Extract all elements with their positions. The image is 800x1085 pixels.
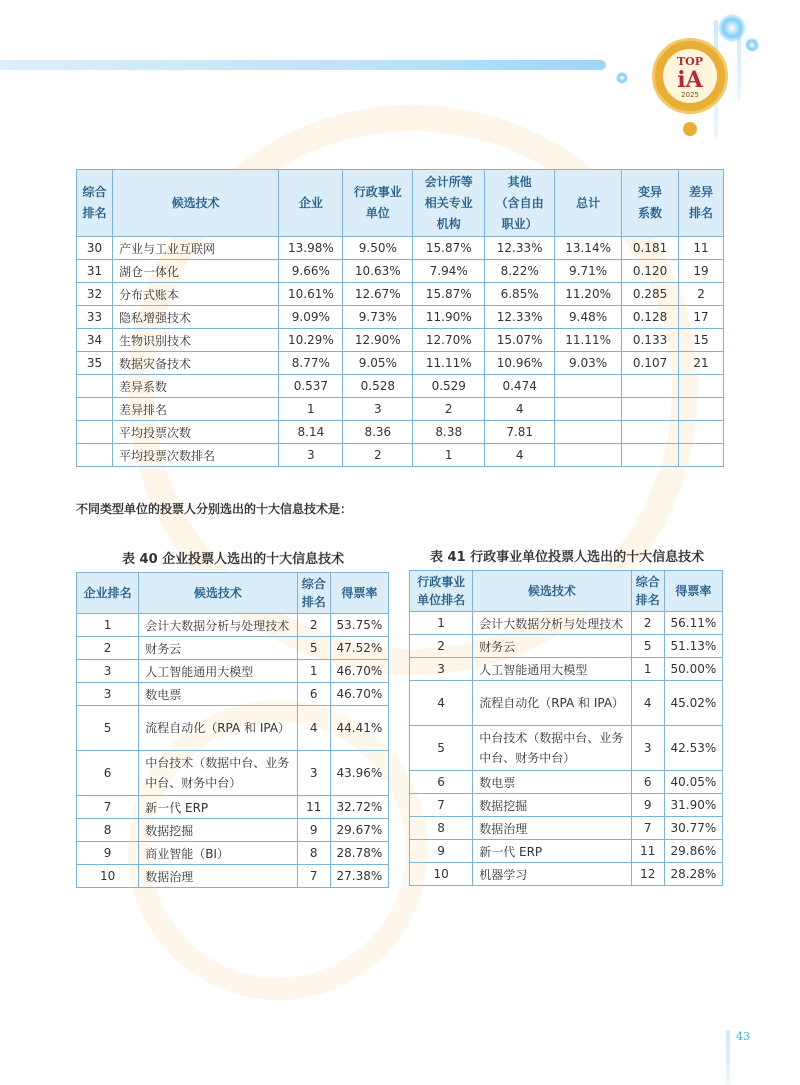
table41-cell: 数据治理: [473, 817, 632, 840]
table40-caption: 表 40 企业投票人选出的十大信息技术: [122, 552, 345, 567]
table40-cell: 8: [77, 819, 139, 842]
main_table-cell: 分布式账本: [112, 283, 278, 306]
table-row: [410, 635, 723, 658]
table40-cell: 28.78%: [330, 842, 388, 865]
main_table-cell: 0.537: [279, 375, 343, 398]
main_table-cell: 7.81: [485, 421, 555, 444]
table41-cell: 会计大数据分析与处理技术: [473, 612, 632, 635]
table41-cell: 9: [410, 840, 473, 863]
table40-header-cell: 得票率: [330, 573, 388, 614]
table40-cell: 商业智能（BI）: [139, 842, 298, 865]
table41-cell: 4: [631, 681, 664, 726]
table-row: [77, 614, 389, 637]
table40-cell: 8: [297, 842, 330, 865]
table40-cell: 7: [77, 796, 139, 819]
main_table-cell: 9.48%: [555, 306, 622, 329]
main_table-cell: 11.11%: [413, 352, 485, 375]
table41-caption: 表 41 行政事业单位投票人选出的十大信息技术: [430, 550, 705, 565]
table-row: [77, 237, 724, 260]
main_table-cell: 3: [279, 444, 343, 467]
main_table-cell: 0.133: [622, 329, 679, 352]
table41-cell: 9: [631, 794, 664, 817]
main_table-header-cell: 会计所等 相关专业 机构: [413, 170, 485, 237]
main_table-cell: 17: [679, 306, 724, 329]
table41-cell: 流程自动化（RPA 和 IPA）: [473, 681, 632, 726]
main_table-cell: 3: [343, 398, 413, 421]
table40-cell: 人工智能通用大模型: [139, 660, 298, 683]
table41-cell: 51.13%: [664, 635, 722, 658]
main_table-cell: 9.03%: [555, 352, 622, 375]
table41-cell: 6: [410, 771, 473, 794]
main_table-cell: 33: [77, 306, 113, 329]
table41-cell: 4: [410, 681, 473, 726]
main_table-header-cell: 其他 （含自由 职业）: [485, 170, 555, 237]
main_table-cell: 2: [413, 398, 485, 421]
table-row: [77, 306, 724, 329]
main_table-cell: 差异排名: [112, 398, 278, 421]
table41-cell: 6: [631, 771, 664, 794]
main_table-cell: [679, 421, 724, 444]
main_table-cell: [679, 398, 724, 421]
table41-cell: 中台技术（数据中台、业务中台、财务中台）: [473, 726, 632, 771]
table40-cell: 27.38%: [330, 865, 388, 888]
table40-cell: 7: [297, 865, 330, 888]
table40-cell: 1: [297, 660, 330, 683]
decor-spark: [745, 38, 759, 52]
table40-cell: 10: [77, 865, 139, 888]
main_table-cell: 21: [679, 352, 724, 375]
table41-cell: 2: [631, 612, 664, 635]
main_table-cell: 9.50%: [343, 237, 413, 260]
decor-spark: [718, 14, 746, 42]
main_table-header-cell: 候选技术: [112, 170, 278, 237]
main_table-cell: [555, 421, 622, 444]
main_table-header-cell: 企业: [279, 170, 343, 237]
main_table-cell: 产业与工业互联网: [112, 237, 278, 260]
table40-cell: 新一代 ERP: [139, 796, 298, 819]
main_table-cell: [679, 375, 724, 398]
main_table-cell: 10.61%: [279, 283, 343, 306]
main_table-cell: 12.67%: [343, 283, 413, 306]
main_table-cell: [77, 444, 113, 467]
main_table-cell: 9.09%: [279, 306, 343, 329]
table-40: [76, 572, 389, 888]
table40-cell: 数电票: [139, 683, 298, 706]
main_table-cell: [555, 398, 622, 421]
table41-cell: 1: [631, 658, 664, 681]
main_table-cell: 9.73%: [343, 306, 413, 329]
main_table-cell: 0.529: [413, 375, 485, 398]
main_table-cell: 0.474: [485, 375, 555, 398]
table41-cell: 机器学习: [473, 863, 632, 886]
table41-cell: 7: [410, 794, 473, 817]
main_table-cell: [555, 375, 622, 398]
main_table-cell: 差异系数: [112, 375, 278, 398]
table40-cell: 5: [297, 637, 330, 660]
table41-cell: 45.02%: [664, 681, 722, 726]
main_table-cell: 0.107: [622, 352, 679, 375]
table41-cell: 29.86%: [664, 840, 722, 863]
table-row: [77, 352, 724, 375]
main_table-cell: 4: [485, 398, 555, 421]
table41-header-cell: 候选技术: [473, 571, 632, 612]
table40-cell: 数据治理: [139, 865, 298, 888]
main_table-cell: 8.22%: [485, 260, 555, 283]
main_table-cell: 13.14%: [555, 237, 622, 260]
main_table-cell: 0.528: [343, 375, 413, 398]
table-row: [77, 444, 724, 467]
table40-cell: 32.72%: [330, 796, 388, 819]
main_table-cell: 15: [679, 329, 724, 352]
main_table-cell: 12.90%: [343, 329, 413, 352]
table41-cell: 1: [410, 612, 473, 635]
table41-cell: 5: [631, 635, 664, 658]
table-row: [410, 771, 723, 794]
main_table-cell: [622, 444, 679, 467]
main_table-cell: 35: [77, 352, 113, 375]
main_table-cell: 平均投票次数: [112, 421, 278, 444]
main_table-cell: 湖仓一体化: [112, 260, 278, 283]
table-row: [77, 283, 724, 306]
main_table-header-cell: 差异 排名: [679, 170, 724, 237]
ranking-table: [76, 169, 724, 467]
main_table-cell: 0.181: [622, 237, 679, 260]
logo-ribbon-dot: [683, 122, 697, 136]
main_table-cell: 6.85%: [485, 283, 555, 306]
header-decor-bar: [0, 60, 606, 70]
table41-header-cell: 行政事业 单位排名: [410, 571, 473, 612]
table40-cell: 会计大数据分析与处理技术: [139, 614, 298, 637]
logo-top-text: TOP: [676, 55, 704, 68]
table-row: [410, 817, 723, 840]
main_table-cell: 12.33%: [485, 237, 555, 260]
main_table-cell: 数据灾备技术: [112, 352, 278, 375]
table41-cell: 31.90%: [664, 794, 722, 817]
table41-cell: 人工智能通用大模型: [473, 658, 632, 681]
table-row: [77, 706, 389, 751]
main_table-cell: [622, 398, 679, 421]
logo-ia-text: iA: [677, 67, 703, 93]
main_table-cell: 9.71%: [555, 260, 622, 283]
table40-cell: 53.75%: [330, 614, 388, 637]
table41-header-cell: 得票率: [664, 571, 722, 612]
table41-cell: 7: [631, 817, 664, 840]
decor-line: [726, 1030, 730, 1085]
table41-cell: 40.05%: [664, 771, 722, 794]
main_table-cell: 31: [77, 260, 113, 283]
table-row: [410, 794, 723, 817]
table40-cell: 中台技术（数据中台、业务中台、财务中台）: [139, 751, 298, 796]
main_table-cell: 1: [279, 398, 343, 421]
table40-cell: 29.67%: [330, 819, 388, 842]
main_table-cell: 11: [679, 237, 724, 260]
main_table-cell: 平均投票次数排名: [112, 444, 278, 467]
table-row: [77, 375, 724, 398]
main_table-cell: 生物识别技术: [112, 329, 278, 352]
main_table-cell: 10.63%: [343, 260, 413, 283]
main_table-cell: 1: [413, 444, 485, 467]
main_table-cell: 0.285: [622, 283, 679, 306]
table-row: [77, 819, 389, 842]
table41-cell: 财务云: [473, 635, 632, 658]
table-row: [77, 865, 389, 888]
main_table-cell: 2: [679, 283, 724, 306]
main_table-cell: 8.77%: [279, 352, 343, 375]
table40-cell: 3: [77, 660, 139, 683]
table40-cell: 财务云: [139, 637, 298, 660]
table-row: [77, 329, 724, 352]
main_table-cell: 15.87%: [413, 283, 485, 306]
table41-cell: 42.53%: [664, 726, 722, 771]
table-row: [77, 751, 389, 796]
table41-cell: 数电票: [473, 771, 632, 794]
table41-cell: 12: [631, 863, 664, 886]
table40-cell: 6: [297, 683, 330, 706]
table41-cell: 5: [410, 726, 473, 771]
table-row: [77, 398, 724, 421]
main_table-cell: [77, 375, 113, 398]
main_table-cell: 7.94%: [413, 260, 485, 283]
table40-cell: 9: [297, 819, 330, 842]
main_table-cell: 8.14: [279, 421, 343, 444]
table40-header-cell: 企业排名: [77, 573, 139, 614]
table41-cell: 11: [631, 840, 664, 863]
main_table-cell: [679, 444, 724, 467]
main_table-cell: 10.29%: [279, 329, 343, 352]
table-row: [410, 681, 723, 726]
table-row: [77, 260, 724, 283]
table41-cell: 8: [410, 817, 473, 840]
main_table-cell: 2: [343, 444, 413, 467]
main_table-cell: 12.70%: [413, 329, 485, 352]
table40-cell: 3: [297, 751, 330, 796]
table41-cell: 10: [410, 863, 473, 886]
top-ia-logo: [652, 38, 728, 114]
main_table-header-cell: 变异 系数: [622, 170, 679, 237]
table41-cell: 56.11%: [664, 612, 722, 635]
table-41: [409, 570, 723, 886]
main_table-cell: 11.11%: [555, 329, 622, 352]
table-row: [77, 796, 389, 819]
main_table-cell: 13.98%: [279, 237, 343, 260]
logo-year-text: 2025: [681, 91, 699, 99]
table-row: [410, 658, 723, 681]
main_table-cell: 15.07%: [485, 329, 555, 352]
main_table-cell: [622, 421, 679, 444]
section-note: 不同类型单位的投票人分别选出的十大信息技术是：: [76, 502, 353, 516]
table40-header-cell: 综合 排名: [297, 573, 330, 614]
table40-cell: 数据挖掘: [139, 819, 298, 842]
main_table-cell: 8.38: [413, 421, 485, 444]
table40-cell: 2: [297, 614, 330, 637]
page-number: 43: [736, 1030, 750, 1043]
main_table-cell: 19: [679, 260, 724, 283]
main_table-cell: 12.33%: [485, 306, 555, 329]
table41-cell: 50.00%: [664, 658, 722, 681]
table40-cell: 11: [297, 796, 330, 819]
main_table-cell: 9.66%: [279, 260, 343, 283]
main_table-cell: 11.90%: [413, 306, 485, 329]
table40-cell: 1: [77, 614, 139, 637]
table40-cell: 5: [77, 706, 139, 751]
table-row: [410, 612, 723, 635]
table-row: [77, 637, 389, 660]
table-row: [410, 726, 723, 771]
table40-cell: 4: [297, 706, 330, 751]
table-row: [77, 683, 389, 706]
table41-cell: 数据挖掘: [473, 794, 632, 817]
main_table-cell: 15.87%: [413, 237, 485, 260]
main_table-cell: 34: [77, 329, 113, 352]
table41-header-cell: 综合 排名: [631, 571, 664, 612]
table41-cell: 30.77%: [664, 817, 722, 840]
table-row: [410, 840, 723, 863]
table40-cell: 9: [77, 842, 139, 865]
main_table-cell: 0.128: [622, 306, 679, 329]
table41-cell: 3: [631, 726, 664, 771]
table40-cell: 44.41%: [330, 706, 388, 751]
table40-cell: 47.52%: [330, 637, 388, 660]
table40-cell: 3: [77, 683, 139, 706]
table40-cell: 46.70%: [330, 660, 388, 683]
decor-spark: [616, 72, 628, 84]
table41-cell: 2: [410, 635, 473, 658]
main_table-cell: 9.05%: [343, 352, 413, 375]
table40-cell: 2: [77, 637, 139, 660]
main_table-cell: [622, 375, 679, 398]
table-row: [410, 863, 723, 886]
table40-cell: 6: [77, 751, 139, 796]
main_table-cell: 8.36: [343, 421, 413, 444]
main_table-cell: [555, 444, 622, 467]
table40-cell: 46.70%: [330, 683, 388, 706]
table41-cell: 28.28%: [664, 863, 722, 886]
main_table-cell: 11.20%: [555, 283, 622, 306]
table-row: [77, 842, 389, 865]
table-row: [77, 421, 724, 444]
main_table-cell: 10.96%: [485, 352, 555, 375]
main_table-cell: 32: [77, 283, 113, 306]
main_table-header-cell: 行政事业 单位: [343, 170, 413, 237]
main_table-cell: 30: [77, 237, 113, 260]
table-row: [77, 660, 389, 683]
table40-header-cell: 候选技术: [139, 573, 298, 614]
table41-cell: 3: [410, 658, 473, 681]
table41-cell: 新一代 ERP: [473, 840, 632, 863]
table40-cell: 43.96%: [330, 751, 388, 796]
main_table-cell: [77, 421, 113, 444]
main_table-cell: [77, 398, 113, 421]
main_table-cell: 隐私增强技术: [112, 306, 278, 329]
main_table-cell: 0.120: [622, 260, 679, 283]
table40-cell: 流程自动化（RPA 和 IPA）: [139, 706, 298, 751]
main_table-header-cell: 总计: [555, 170, 622, 237]
main_table-cell: 4: [485, 444, 555, 467]
main_table-header-cell: 综合 排名: [77, 170, 113, 237]
